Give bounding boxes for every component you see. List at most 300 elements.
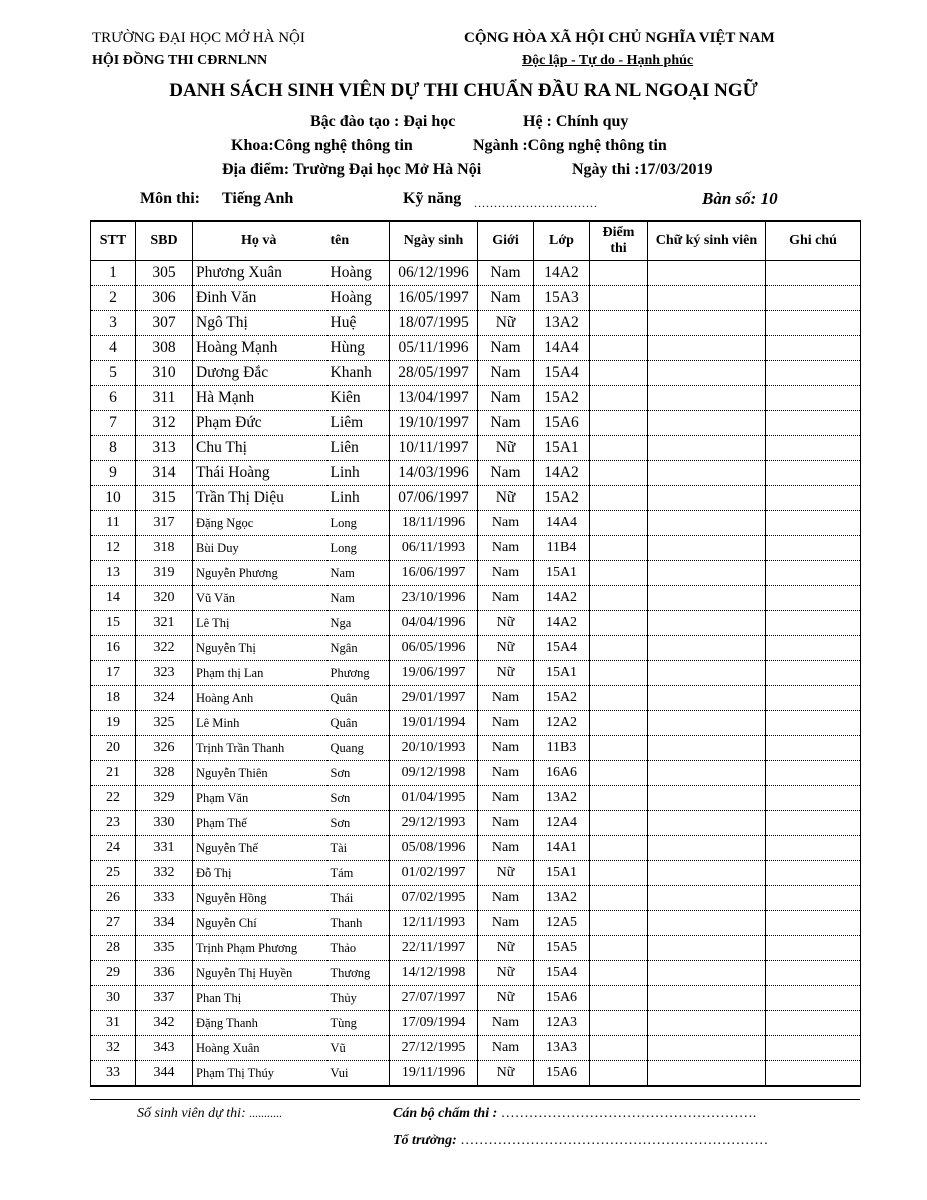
cell-lop: 15A6 <box>534 986 590 1011</box>
cell-lop: 15A6 <box>534 411 590 436</box>
cell-ten: Long <box>327 511 390 536</box>
table-row <box>91 286 861 311</box>
cell-lop: 15A1 <box>534 861 590 886</box>
cell-chu-ky <box>648 986 766 1011</box>
cell-ngay-sinh: 16/05/1997 <box>390 286 478 311</box>
cell-ghi-chu <box>766 686 861 711</box>
cell-ho: Phạm Thế <box>193 811 327 836</box>
cell-sbd: 331 <box>136 836 193 861</box>
cell-ten: Hoàng <box>327 286 390 311</box>
cell-ho: Đặng Thanh <box>193 1011 327 1036</box>
col-header-gioi: Giới <box>478 221 534 261</box>
cell-gioi: Nam <box>478 261 534 286</box>
table-row <box>91 911 861 936</box>
cell-ten: Tám <box>327 861 390 886</box>
cell-chu-ky <box>648 436 766 461</box>
cell-ghi-chu <box>766 836 861 861</box>
table-header-row <box>91 221 861 261</box>
col-header-lop: Lớp <box>534 221 590 261</box>
cell-ho: Nguyễn Hồng <box>193 886 327 911</box>
cell-chu-ky <box>648 1036 766 1061</box>
cell-ghi-chu <box>766 561 861 586</box>
cell-gioi: Nam <box>478 886 534 911</box>
cell-diem <box>590 486 648 511</box>
cell-gioi: Nữ <box>478 661 534 686</box>
cell-gioi: Nữ <box>478 636 534 661</box>
cell-ho: Phạm Đức <box>193 411 327 436</box>
document-title: DANH SÁCH SINH VIÊN DỰ THI CHUẨN ĐẦU RA NL NGOẠI NGỮ <box>169 80 758 101</box>
cell-diem <box>590 511 648 536</box>
table-row <box>91 486 861 511</box>
cell-ho: Hoàng Xuân <box>193 1036 327 1061</box>
cell-lop: 15A2 <box>534 386 590 411</box>
exam-location: Địa điểm: Trường Đại học Mở Hà Nội <box>222 161 482 178</box>
cell-stt: 8 <box>91 436 136 461</box>
cell-stt: 33 <box>91 1061 136 1087</box>
cell-ghi-chu <box>766 436 861 461</box>
cell-ho: Trịnh Phạm Phương <box>193 936 327 961</box>
cell-ghi-chu <box>766 861 861 886</box>
student-count-line <box>137 1106 282 1122</box>
col-header-stt: STT <box>91 221 136 261</box>
cell-ngay-sinh: 13/04/1997 <box>390 386 478 411</box>
cell-gioi: Nam <box>478 586 534 611</box>
cell-chu-ky <box>648 311 766 336</box>
cell-lop: 11B3 <box>534 736 590 761</box>
cell-stt: 17 <box>91 661 136 686</box>
cell-gioi: Nam <box>478 1011 534 1036</box>
cell-ten: Long <box>327 536 390 561</box>
cell-ngay-sinh: 19/01/1994 <box>390 711 478 736</box>
cell-ho: Trần Thị Diệu <box>193 486 327 511</box>
cell-ten: Quân <box>327 711 390 736</box>
cell-diem <box>590 761 648 786</box>
cell-lop: 15A4 <box>534 961 590 986</box>
grader-label: Cán bộ chấm thi : <box>393 1106 498 1121</box>
cell-gioi: Nam <box>478 1036 534 1061</box>
cell-stt: 4 <box>91 336 136 361</box>
cell-ngay-sinh: 29/01/1997 <box>390 686 478 711</box>
cell-ten: Quang <box>327 736 390 761</box>
cell-ngay-sinh: 22/11/1997 <box>390 936 478 961</box>
cell-gioi: Nam <box>478 386 534 411</box>
cell-diem <box>590 711 648 736</box>
cell-chu-ky <box>648 911 766 936</box>
cell-ghi-chu <box>766 486 861 511</box>
cell-stt: 28 <box>91 936 136 961</box>
cell-stt: 2 <box>91 286 136 311</box>
cell-sbd: 306 <box>136 286 193 311</box>
cell-ngay-sinh: 19/10/1997 <box>390 411 478 436</box>
col-header-diem <box>590 221 648 261</box>
cell-ho: Hoàng Mạnh <box>193 336 327 361</box>
cell-ten: Sơn <box>327 786 390 811</box>
cell-gioi: Nữ <box>478 961 534 986</box>
col-header-chu-ky: Chữ ký sinh viên <box>648 221 766 261</box>
cell-chu-ky <box>648 486 766 511</box>
cell-ghi-chu <box>766 711 861 736</box>
cell-gioi: Nam <box>478 361 534 386</box>
cell-sbd: 321 <box>136 611 193 636</box>
cell-ngay-sinh: 16/06/1997 <box>390 561 478 586</box>
cell-lop: 15A2 <box>534 486 590 511</box>
cell-ghi-chu <box>766 511 861 536</box>
cell-chu-ky <box>648 411 766 436</box>
cell-stt: 15 <box>91 611 136 636</box>
cell-lop: 12A2 <box>534 711 590 736</box>
col-header-ghi-chu: Ghi chú <box>766 221 861 261</box>
cell-ten: Thương <box>327 961 390 986</box>
table-row <box>91 336 861 361</box>
cell-ho: Chu Thị <box>193 436 327 461</box>
cell-ten: Liêm <box>327 411 390 436</box>
cell-stt: 19 <box>91 711 136 736</box>
cell-diem <box>590 311 648 336</box>
cell-ho: Nguyễn Thị Huyền <box>193 961 327 986</box>
cell-ghi-chu <box>766 911 861 936</box>
cell-ten: Hùng <box>327 336 390 361</box>
cell-ngay-sinh: 06/11/1993 <box>390 536 478 561</box>
cell-gioi: Nam <box>478 811 534 836</box>
cell-chu-ky <box>648 736 766 761</box>
cell-chu-ky <box>648 611 766 636</box>
cell-gioi: Nam <box>478 761 534 786</box>
education-level: Bậc đào tạo : Đại học <box>310 113 456 130</box>
cell-diem <box>590 911 648 936</box>
cell-ngay-sinh: 01/04/1995 <box>390 786 478 811</box>
cell-stt: 16 <box>91 636 136 661</box>
cell-ten: Khanh <box>327 361 390 386</box>
cell-diem <box>590 736 648 761</box>
cell-chu-ky <box>648 811 766 836</box>
cell-ten: Nam <box>327 586 390 611</box>
cell-ten: Phương <box>327 661 390 686</box>
cell-chu-ky <box>648 961 766 986</box>
cell-ho: Bùi Duy <box>193 536 327 561</box>
cell-stt: 6 <box>91 386 136 411</box>
cell-ho: Đặng Ngọc <box>193 511 327 536</box>
col-header-ten: tên <box>327 221 390 261</box>
cell-diem <box>590 836 648 861</box>
program-type: Hệ : Chính quy <box>523 113 629 130</box>
cell-sbd: 319 <box>136 561 193 586</box>
cell-ten: Tài <box>327 836 390 861</box>
table-row <box>91 261 861 286</box>
cell-ghi-chu <box>766 811 861 836</box>
cell-sbd: 324 <box>136 686 193 711</box>
cell-ngay-sinh: 05/08/1996 <box>390 836 478 861</box>
cell-chu-ky <box>648 586 766 611</box>
table-row <box>91 986 861 1011</box>
cell-ngay-sinh: 01/02/1997 <box>390 861 478 886</box>
cell-stt: 25 <box>91 861 136 886</box>
cell-sbd: 336 <box>136 961 193 986</box>
cell-stt: 32 <box>91 1036 136 1061</box>
cell-ghi-chu <box>766 1011 861 1036</box>
cell-chu-ky <box>648 361 766 386</box>
cell-stt: 10 <box>91 486 136 511</box>
cell-sbd: 328 <box>136 761 193 786</box>
cell-ghi-chu <box>766 261 861 286</box>
cell-ho: Đỗ Thị <box>193 861 327 886</box>
cell-lop: 14A2 <box>534 586 590 611</box>
cell-lop: 12A3 <box>534 1011 590 1036</box>
cell-stt: 29 <box>91 961 136 986</box>
cell-sbd: 337 <box>136 986 193 1011</box>
cell-gioi: Nam <box>478 411 534 436</box>
cell-stt: 24 <box>91 836 136 861</box>
cell-chu-ky <box>648 261 766 286</box>
cell-diem <box>590 661 648 686</box>
cell-stt: 3 <box>91 311 136 336</box>
table-row <box>91 386 861 411</box>
cell-gioi: Nam <box>478 711 534 736</box>
cell-stt: 7 <box>91 411 136 436</box>
cell-ngay-sinh: 17/09/1994 <box>390 1011 478 1036</box>
cell-stt: 18 <box>91 686 136 711</box>
cell-stt: 11 <box>91 511 136 536</box>
cell-gioi: Nam <box>478 786 534 811</box>
table-row <box>91 411 861 436</box>
cell-lop: 15A4 <box>534 636 590 661</box>
cell-ghi-chu <box>766 286 861 311</box>
cell-ten: Hoàng <box>327 261 390 286</box>
cell-ho: Phương Xuân <box>193 261 327 286</box>
cell-ten: Thảo <box>327 936 390 961</box>
cell-ten: Vũ <box>327 1036 390 1061</box>
cell-lop: 14A2 <box>534 461 590 486</box>
cell-chu-ky <box>648 836 766 861</box>
cell-ngay-sinh: 07/06/1997 <box>390 486 478 511</box>
cell-chu-ky <box>648 636 766 661</box>
cell-chu-ky <box>648 761 766 786</box>
table-number: Bàn số: 10 <box>702 189 778 208</box>
cell-lop: 15A5 <box>534 936 590 961</box>
cell-chu-ky <box>648 461 766 486</box>
table-row <box>91 361 861 386</box>
cell-ghi-chu <box>766 786 861 811</box>
cell-stt: 21 <box>91 761 136 786</box>
cell-chu-ky <box>648 661 766 686</box>
cell-ghi-chu <box>766 1061 861 1087</box>
cell-ten: Thanh <box>327 911 390 936</box>
national-title: CỘNG HÒA XÃ HỘI CHỦ NGHĨA VIỆT NAM <box>464 30 775 46</box>
cell-ten: Ngân <box>327 636 390 661</box>
cell-ghi-chu <box>766 936 861 961</box>
cell-gioi: Nam <box>478 911 534 936</box>
cell-chu-ky <box>648 886 766 911</box>
cell-lop: 14A4 <box>534 511 590 536</box>
cell-gioi: Nam <box>478 511 534 536</box>
cell-diem <box>590 1011 648 1036</box>
grader-blank: ………………………………………………. <box>500 1106 757 1121</box>
table-row <box>91 761 861 786</box>
student-count-label: Số sinh viên dự thi: <box>137 1106 246 1121</box>
cell-ngay-sinh: 28/05/1997 <box>390 361 478 386</box>
cell-ngay-sinh: 06/05/1996 <box>390 636 478 661</box>
cell-gioi: Nam <box>478 736 534 761</box>
cell-sbd: 315 <box>136 486 193 511</box>
table-row <box>91 661 861 686</box>
cell-lop: 13A2 <box>534 311 590 336</box>
col-header-ho: Họ và <box>193 221 327 261</box>
team-leader-line <box>393 1133 768 1149</box>
table-row <box>91 836 861 861</box>
cell-ghi-chu <box>766 586 861 611</box>
grader-line <box>393 1106 756 1122</box>
cell-ghi-chu <box>766 761 861 786</box>
subject-value: Tiếng Anh <box>222 190 294 207</box>
cell-ho: Nguyễn Thị <box>193 636 327 661</box>
cell-ho: Dương Đắc <box>193 361 327 386</box>
cell-ho: Ngô Thị <box>193 311 327 336</box>
cell-gioi: Nam <box>478 686 534 711</box>
cell-chu-ky <box>648 561 766 586</box>
table-row <box>91 1036 861 1061</box>
cell-sbd: 318 <box>136 536 193 561</box>
cell-lop: 15A4 <box>534 361 590 386</box>
cell-gioi: Nữ <box>478 861 534 886</box>
cell-stt: 5 <box>91 361 136 386</box>
cell-lop: 14A1 <box>534 836 590 861</box>
table-row <box>91 436 861 461</box>
cell-ten: Quân <box>327 686 390 711</box>
cell-ho: Nguyễn Chí <box>193 911 327 936</box>
team-leader-label: Tổ trưởng: <box>393 1133 457 1148</box>
cell-stt: 31 <box>91 1011 136 1036</box>
cell-sbd: 314 <box>136 461 193 486</box>
cell-ho: Lê Thị <box>193 611 327 636</box>
cell-ghi-chu <box>766 461 861 486</box>
cell-ten: Vui <box>327 1061 390 1087</box>
cell-gioi: Nữ <box>478 986 534 1011</box>
cell-ghi-chu <box>766 611 861 636</box>
cell-sbd: 308 <box>136 336 193 361</box>
exam-council-name: HỘI ĐỒNG THI CĐRNLNN <box>92 53 268 68</box>
cell-sbd: 329 <box>136 786 193 811</box>
cell-sbd: 344 <box>136 1061 193 1087</box>
table-row <box>91 561 861 586</box>
national-motto: Độc lập - Tự do - Hạnh phúc <box>522 53 694 68</box>
cell-diem <box>590 1036 648 1061</box>
cell-diem <box>590 936 648 961</box>
cell-lop: 15A1 <box>534 661 590 686</box>
cell-sbd: 312 <box>136 411 193 436</box>
cell-stt: 26 <box>91 886 136 911</box>
cell-lop: 12A5 <box>534 911 590 936</box>
table-row <box>91 311 861 336</box>
cell-ngay-sinh: 18/07/1995 <box>390 311 478 336</box>
cell-ghi-chu <box>766 886 861 911</box>
cell-stt: 23 <box>91 811 136 836</box>
cell-ghi-chu <box>766 636 861 661</box>
cell-diem <box>590 411 648 436</box>
cell-ghi-chu <box>766 736 861 761</box>
team-leader-blank: ………………………………………………………… <box>460 1133 769 1148</box>
cell-sbd: 320 <box>136 586 193 611</box>
cell-gioi: Nữ <box>478 436 534 461</box>
student-list-table <box>90 220 861 1087</box>
cell-ghi-chu <box>766 361 861 386</box>
cell-lop: 11B4 <box>534 536 590 561</box>
cell-ho: Nguyễn Thế <box>193 836 327 861</box>
table-row <box>91 586 861 611</box>
table-row <box>91 736 861 761</box>
cell-stt: 9 <box>91 461 136 486</box>
cell-sbd: 342 <box>136 1011 193 1036</box>
cell-ghi-chu <box>766 386 861 411</box>
cell-chu-ky <box>648 386 766 411</box>
table-row <box>91 636 861 661</box>
cell-gioi: Nam <box>478 461 534 486</box>
cell-ghi-chu <box>766 1036 861 1061</box>
cell-chu-ky <box>648 511 766 536</box>
cell-ho: Nguyễn Thiên <box>193 761 327 786</box>
cell-gioi: Nam <box>478 836 534 861</box>
cell-ghi-chu <box>766 661 861 686</box>
cell-ten: Huệ <box>327 311 390 336</box>
cell-ten: Sơn <box>327 761 390 786</box>
cell-ten: Tùng <box>327 1011 390 1036</box>
cell-diem <box>590 286 648 311</box>
cell-lop: 14A4 <box>534 336 590 361</box>
table-row <box>91 711 861 736</box>
cell-ngay-sinh: 19/11/1996 <box>390 1061 478 1087</box>
cell-gioi: Nữ <box>478 611 534 636</box>
cell-ho: Trịnh Trần Thanh <box>193 736 327 761</box>
cell-ghi-chu <box>766 311 861 336</box>
col-header-sbd: SBD <box>136 221 193 261</box>
cell-sbd: 334 <box>136 911 193 936</box>
cell-stt: 13 <box>91 561 136 586</box>
cell-lop: 15A3 <box>534 286 590 311</box>
table-row <box>91 511 861 536</box>
cell-ten: Thủy <box>327 986 390 1011</box>
cell-ho: Đinh Văn <box>193 286 327 311</box>
cell-chu-ky <box>648 686 766 711</box>
cell-sbd: 311 <box>136 386 193 411</box>
table-bottom-rule <box>90 1099 860 1100</box>
cell-diem <box>590 786 648 811</box>
faculty: Khoa:Công nghệ thông tin <box>231 137 413 154</box>
cell-ngay-sinh: 14/12/1998 <box>390 961 478 986</box>
cell-ten: Sơn <box>327 811 390 836</box>
cell-diem <box>590 1061 648 1087</box>
cell-ho: Phan Thị <box>193 986 327 1011</box>
cell-ngay-sinh: 04/04/1996 <box>390 611 478 636</box>
cell-sbd: 333 <box>136 886 193 911</box>
cell-sbd: 335 <box>136 936 193 961</box>
cell-gioi: Nam <box>478 561 534 586</box>
cell-diem <box>590 536 648 561</box>
cell-ten: Liên <box>327 436 390 461</box>
cell-ghi-chu <box>766 986 861 1011</box>
cell-ten: Nam <box>327 561 390 586</box>
cell-chu-ky <box>648 786 766 811</box>
table-row <box>91 936 861 961</box>
cell-diem <box>590 861 648 886</box>
cell-ten: Nga <box>327 611 390 636</box>
cell-lop: 13A2 <box>534 886 590 911</box>
cell-diem <box>590 961 648 986</box>
cell-diem <box>590 361 648 386</box>
cell-diem <box>590 886 648 911</box>
cell-diem <box>590 611 648 636</box>
cell-ho: Thái Hoàng <box>193 461 327 486</box>
table-row <box>91 811 861 836</box>
cell-ngay-sinh: 29/12/1993 <box>390 811 478 836</box>
cell-ho: Lê Minh <box>193 711 327 736</box>
